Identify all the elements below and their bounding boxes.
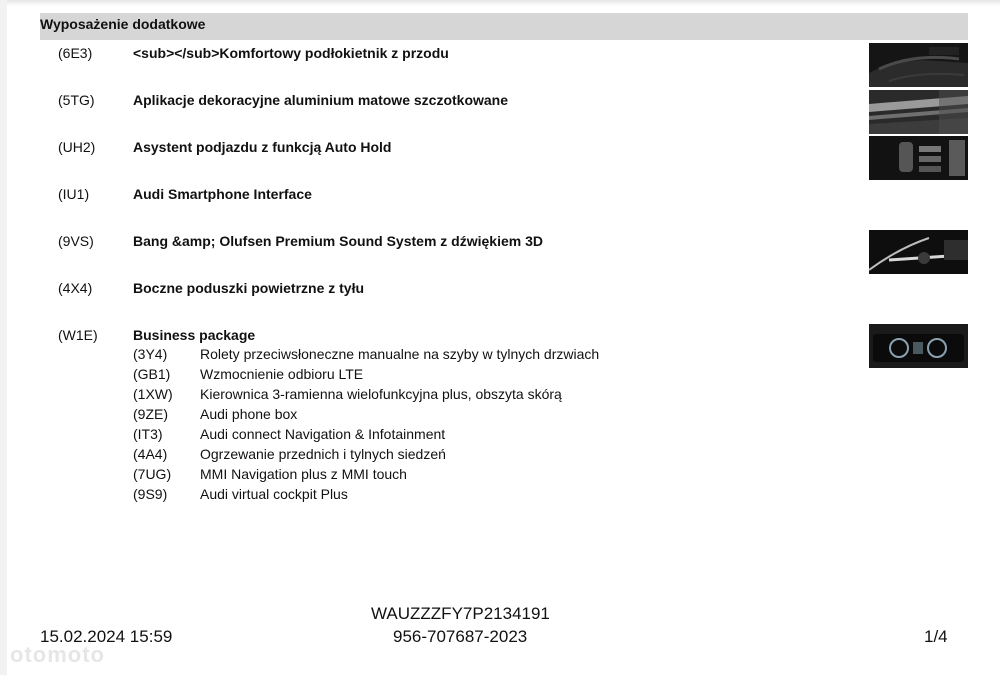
package-item [0, 366, 700, 386]
package-item [0, 446, 700, 466]
equipment-code: (6E3) [58, 45, 93, 61]
aluminium-trim-photo [869, 90, 968, 134]
section-header [40, 13, 968, 40]
equipment-code: (5TG) [58, 92, 95, 108]
package-item-label: Kierownica 3-ramienna wielofunkcyjna plus, obszyta skórą [200, 386, 562, 402]
package-item [0, 426, 700, 446]
print-datetime: 15.02.2024 15:59 [40, 627, 173, 646]
package-item-code: (3Y4) [133, 346, 168, 362]
package-item-label: Audi phone box [200, 406, 298, 422]
vin-number: WAUZZZFY7P2134191 [371, 604, 550, 623]
package-item [0, 486, 700, 506]
equipment-code: (W1E) [58, 327, 98, 343]
order-number: 956-707687-2023 [393, 627, 528, 646]
equipment-label: Business package [133, 327, 256, 343]
watermark: otomoto [10, 642, 105, 667]
package-item-label: Audi connect Navigation & Infotainment [200, 426, 446, 442]
section-title: Wyposażenie dodatkowe [40, 16, 206, 32]
armrest-photo [869, 43, 968, 87]
package-item-label: MMI Navigation plus z MMI touch [200, 466, 407, 482]
left-margin-strip [0, 0, 7, 675]
package-item-code: (4A4) [133, 446, 168, 462]
gear-console-photo [869, 136, 968, 180]
package-item [0, 386, 700, 406]
package-item [0, 346, 700, 366]
speaker-ambient-light-photo [869, 230, 968, 274]
equipment-label: <sub></sub>Komfortowy podłokietnik z przodu [133, 45, 449, 61]
top-edge-shadow [0, 0, 1000, 6]
package-item-code: (GB1) [133, 366, 171, 382]
equipment-code: (4X4) [58, 280, 93, 296]
package-item-label: Wzmocnienie odbioru LTE [200, 366, 364, 382]
virtual-cockpit-photo [869, 324, 968, 368]
equipment-label: Asystent podjazdu z funkcją Auto Hold [133, 139, 392, 155]
equipment-label: Bang &amp; Olufsen Premium Sound System z dźwiękiem 3D [133, 233, 543, 249]
page-indicator: 1/4 [924, 627, 948, 646]
package-item-label: Rolety przeciwsłoneczne manualne na szyby w tylnych drzwiach [200, 346, 600, 362]
package-item-code: (9S9) [133, 486, 168, 502]
equipment-code: (UH2) [58, 139, 96, 155]
equipment-label: Aplikacje dekoracyjne aluminium matowe szczotkowane [133, 92, 509, 108]
equipment-code: (9VS) [58, 233, 94, 249]
package-item-code: (9ZE) [133, 406, 168, 422]
equipment-label: Boczne poduszki powietrzne z tyłu [133, 280, 365, 296]
package-item-code: (7UG) [133, 466, 172, 482]
package-item [0, 406, 700, 426]
equipment-code: (IU1) [58, 186, 90, 202]
package-item [0, 466, 700, 486]
package-item-label: Ogrzewanie przednich i tylnych siedzeń [200, 446, 446, 462]
equipment-label: Audi Smartphone Interface [133, 186, 312, 202]
package-item-code: (1XW) [133, 386, 173, 402]
package-item-code: (IT3) [133, 426, 163, 442]
package-item-label: Audi virtual cockpit Plus [200, 486, 348, 502]
